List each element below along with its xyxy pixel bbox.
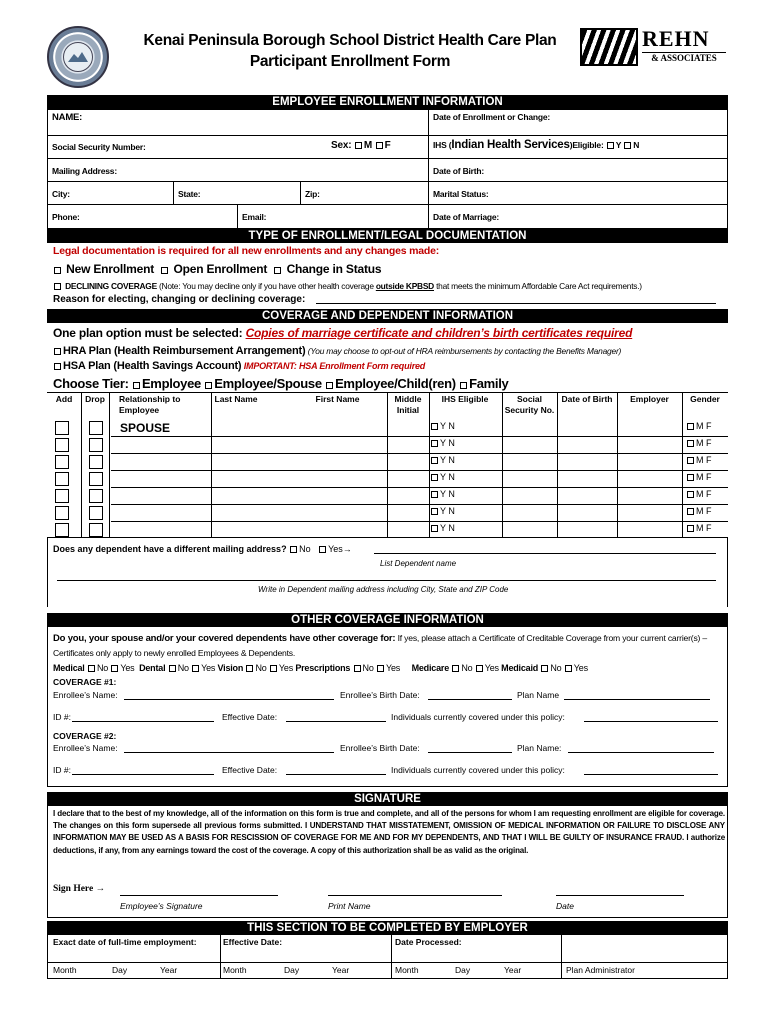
rehn-logo	[580, 26, 728, 68]
gender-option[interactable]	[686, 455, 712, 465]
tier-employee-label: Employee	[141, 376, 201, 391]
employee-section-header: EMPLOYEE ENROLLMENT INFORMATION	[47, 95, 728, 109]
print-name-input[interactable]	[328, 895, 502, 896]
col-first-name: First Name	[315, 394, 360, 404]
medical-no: No	[96, 663, 109, 673]
medicare-yes-checkbox[interactable]	[476, 665, 483, 672]
dob-label: Date of Birth:	[433, 166, 485, 176]
ihs-option[interactable]	[430, 506, 455, 516]
effective-month: Month	[223, 965, 247, 975]
gender-option[interactable]	[686, 472, 712, 482]
row-divider	[111, 521, 728, 522]
change-status-checkbox[interactable]	[274, 267, 281, 274]
one-plan-label: One plan option must be selected:	[53, 326, 243, 340]
c2-enrollee-name-label: Enrollee’s Name:	[53, 743, 118, 753]
prescriptions-no-checkbox[interactable]	[354, 665, 361, 672]
tier-family-checkbox[interactable]	[460, 382, 467, 389]
email-field[interactable]	[237, 204, 429, 229]
drop-checkbox[interactable]	[89, 523, 103, 537]
city-label: City:	[52, 189, 70, 199]
dental-yes-checkbox[interactable]	[192, 665, 199, 672]
type-medicaid: Medicaid	[501, 663, 539, 673]
ihs-option-text: Y N	[440, 438, 455, 448]
c1-enrollee-birth-label: Enrollee’s Birth Date:	[340, 690, 420, 700]
employer-section-header: THIS SECTION TO BE COMPLETED BY EMPLOYER	[47, 921, 728, 935]
state-label: State:	[178, 189, 201, 199]
add-checkbox[interactable]	[55, 489, 69, 503]
title-line-1: Kenai Peninsula Borough School District Health Care Plan	[143, 32, 557, 49]
c1-effective-label: Effective Date:	[222, 712, 278, 722]
processed-month: Month	[395, 965, 419, 975]
gender-m-checkbox[interactable]	[687, 474, 694, 481]
copies-note: Copies of marriage certificate and children’s birth certificates required	[245, 326, 633, 340]
sex-m-label: M	[363, 140, 373, 151]
gender-option[interactable]	[686, 506, 712, 516]
add-checkbox[interactable]	[55, 438, 69, 452]
ihs-yes-checkbox[interactable]	[607, 142, 614, 149]
ihs-option-text: Y N	[440, 506, 455, 516]
add-checkbox[interactable]	[55, 472, 69, 486]
ihs-option[interactable]	[430, 489, 455, 499]
gender-option-text: M F	[696, 523, 712, 533]
drop-checkbox[interactable]	[89, 421, 103, 435]
drop-checkbox[interactable]	[89, 472, 103, 486]
declining-outside: outside KPBSD	[375, 281, 434, 291]
c1-id-input[interactable]	[72, 721, 214, 722]
reason-label: Reason for electing, changing or declining coverage:	[53, 294, 306, 305]
sex-f-label: F	[384, 140, 391, 151]
ihs-name: Indian Health Services	[451, 139, 570, 151]
sex-f-checkbox[interactable]	[376, 142, 383, 149]
rehn-logo-sub: & ASSOCIATES	[642, 52, 726, 63]
vision-yes: Yes	[278, 663, 293, 673]
gender-option[interactable]	[686, 421, 712, 431]
col-middle-initial: Middle Initial	[394, 394, 422, 415]
effective-date-label: Effective Date:	[223, 937, 283, 947]
employee-signature-input[interactable]	[120, 895, 278, 896]
medicare-no-checkbox[interactable]	[452, 665, 459, 672]
prescriptions-yes: Yes	[385, 663, 401, 673]
add-checkbox[interactable]	[55, 421, 69, 435]
medicare-no: No	[461, 663, 473, 673]
gender-m-checkbox[interactable]	[687, 508, 694, 515]
gender-option-text: M F	[696, 506, 712, 516]
marriage-label: Date of Marriage:	[433, 212, 500, 222]
col-drop: Drop	[85, 394, 105, 404]
add-checkbox[interactable]	[55, 523, 69, 537]
type-dental: Dental	[139, 663, 166, 673]
col-ihs-eligible: IHS Eligible	[441, 394, 489, 404]
different-address-no: No	[299, 544, 311, 554]
other-question-note: If yes, please attach a Certificate of Creditable Coverage from your current carrier(s) – Certificates only apply to newly enrolled Employees & Dependents.	[53, 633, 707, 658]
exact-month: Month	[53, 965, 77, 975]
c2-effective-label: Effective Date:	[222, 765, 278, 775]
open-enrollment-label: Open Enrollment	[173, 262, 268, 276]
enrollment-date-label: Date of Enrollment or Change:	[433, 112, 550, 122]
ihs-no-checkbox[interactable]	[624, 142, 631, 149]
ihs-y-checkbox[interactable]	[431, 508, 438, 515]
ihs-no-label: N	[633, 140, 640, 150]
employee-signature-caption: Employee’s Signature	[120, 901, 203, 911]
ihs-y-checkbox[interactable]	[431, 491, 438, 498]
ihs-y-checkbox[interactable]	[431, 457, 438, 464]
zip-field[interactable]	[300, 181, 429, 205]
ihs-yes-label: Y	[615, 140, 622, 150]
c2-id-label: ID #:	[53, 765, 71, 775]
gender-m-checkbox[interactable]	[687, 457, 694, 464]
c1-enrollee-name-input[interactable]	[124, 699, 334, 700]
ihs-y-checkbox[interactable]	[431, 474, 438, 481]
gender-option[interactable]	[686, 438, 712, 448]
ihs-option-text: Y N	[440, 489, 455, 499]
date-processed-label: Date Processed:	[395, 937, 462, 947]
title-line-2: Participant Enrollment Form	[249, 53, 451, 70]
ihs-option-text: Y N	[440, 455, 455, 465]
gender-option[interactable]	[686, 523, 712, 533]
ihs-eligible-field	[428, 135, 728, 159]
signature-date-caption: Date	[556, 901, 574, 911]
declining-row	[53, 281, 642, 291]
plan-option-row	[53, 326, 632, 340]
col-employer: Employer	[630, 394, 669, 404]
ihs-option-text: Y N	[440, 472, 455, 482]
medicaid-no: No	[550, 663, 562, 673]
list-dependent-caption: List Dependent name	[380, 559, 457, 568]
drop-checkbox[interactable]	[89, 438, 103, 452]
c2-id-input[interactable]	[72, 774, 214, 775]
declining-rest: that meets the minimum Affordable Care Act requirements.)	[436, 281, 642, 291]
c1-enrollee-birth-input[interactable]	[428, 699, 512, 700]
c2-plan-name-input[interactable]	[568, 752, 714, 753]
c1-plan-name-input[interactable]	[564, 699, 710, 700]
col-last-name: Last Name	[214, 394, 258, 404]
phone-field[interactable]	[47, 204, 238, 229]
ihs-prefix: IHS (	[433, 140, 452, 150]
ihs-y-checkbox[interactable]	[431, 423, 438, 430]
mailing-address-field[interactable]	[47, 158, 429, 182]
new-enrollment-checkbox[interactable]	[54, 267, 61, 274]
type-medicare: Medicare	[411, 663, 449, 673]
enrollment-options	[53, 262, 381, 276]
sign-here-label: Sign Here	[53, 884, 94, 894]
row-divider	[111, 487, 728, 488]
tier-employee-checkbox[interactable]	[133, 382, 140, 389]
tier-row	[53, 376, 508, 391]
exact-date-label: Exact date of full-time employment:	[53, 937, 197, 947]
rehn-logo-name: REHN	[642, 26, 710, 51]
vision-yes-checkbox[interactable]	[270, 665, 277, 672]
arrow-right-icon: →	[342, 544, 352, 554]
hra-label: HRA Plan (Health Reimbursement Arrangement)	[63, 345, 306, 357]
hsa-note: IMPORTANT: HSA Enrollment Form required	[243, 361, 426, 371]
email-label: Email:	[242, 212, 267, 222]
district-seal	[47, 26, 109, 88]
processed-year: Year	[504, 965, 522, 975]
enrollment-date-field[interactable]	[428, 109, 728, 136]
plan-admin-label: Plan Administrator	[566, 965, 635, 975]
coverage1-title: COVERAGE #1:	[53, 677, 117, 687]
signature-date-input[interactable]	[556, 895, 684, 896]
c2-individuals-label: Individuals currently covered under this policy:	[391, 765, 565, 775]
arrow-right-icon: →	[95, 884, 106, 894]
medical-yes: Yes	[120, 663, 135, 673]
tier-family-label: Family	[469, 376, 509, 391]
hsa-label: HSA Plan (Health Savings Account)	[63, 360, 242, 372]
effective-year: Year	[332, 965, 350, 975]
c1-plan-name-label: Plan Name	[517, 690, 560, 700]
prescriptions-yes-checkbox[interactable]	[377, 665, 384, 672]
add-checkbox[interactable]	[55, 455, 69, 469]
type-medical: Medical	[53, 663, 85, 673]
row-divider	[111, 470, 728, 471]
zip-label: Zip:	[305, 189, 320, 199]
processed-day: Day	[455, 965, 471, 975]
signature-header: SIGNATURE	[47, 792, 728, 806]
hra-note: (You may choose to opt-out of HRA reimbursements by contacting the Benefits Manager)	[307, 346, 622, 356]
medicaid-yes: Yes	[573, 663, 588, 673]
col-ssn: Social Security No.	[504, 394, 555, 415]
row-divider	[111, 436, 728, 437]
gender-option-text: M F	[696, 421, 712, 431]
ssn-field[interactable]	[47, 135, 429, 159]
hsa-checkbox[interactable]	[54, 363, 61, 370]
c1-individuals-input[interactable]	[584, 721, 718, 722]
marital-label: Marital Status:	[433, 189, 489, 199]
tier-spouse-label: Employee/Spouse	[214, 376, 322, 391]
coverage-types-row	[53, 663, 588, 673]
tier-spouse-checkbox[interactable]	[205, 382, 212, 389]
tier-label: Choose Tier:	[53, 376, 129, 391]
hsa-row	[53, 360, 425, 372]
form-title	[120, 30, 580, 72]
sign-here-row	[53, 884, 105, 894]
c1-individuals-label: Individuals currently covered under this policy:	[391, 712, 565, 722]
state-field[interactable]	[173, 181, 301, 205]
name-field[interactable]	[47, 109, 429, 136]
sex-m-checkbox[interactable]	[355, 142, 362, 149]
add-checkbox[interactable]	[55, 506, 69, 520]
c2-plan-name-label: Plan Name:	[517, 743, 562, 753]
medicaid-yes-checkbox[interactable]	[565, 665, 572, 672]
vision-no-checkbox[interactable]	[246, 665, 253, 672]
city-field[interactable]	[47, 181, 174, 205]
c2-enrollee-birth-input[interactable]	[428, 752, 512, 753]
vision-no: No	[255, 663, 267, 673]
gender-m-checkbox[interactable]	[687, 525, 694, 532]
declaration-text: I declare that to the best of my knowledge, all of the information on this form is true and complete, and all of the persons for whom I am requesting enrollment are eligible for coverage. The changes on this form supersede all previous forms submitted. I UNDERSTAND THAT MISSTATEMENT, OMISSION OF MEDICAL INFORMATION OR FAILURE TO DISCLOSE ANY INFORMATION MAY BE USED AS A BASIS FOR RESCISSION OF COVERAGE FOR ME AND FOR MY DEPENDENTS, AND THAT I WILL BE GUILTY OF INSURANCE FRAUD. I authorize deductions, if any, from any earnings toward the cost of the coverage. A copy of this authorization shall be as valid as the original.	[53, 809, 725, 855]
effective-day: Day	[284, 965, 300, 975]
change-status-label: Change in Status	[286, 262, 382, 276]
type-vision: Vision	[217, 663, 244, 673]
reason-input[interactable]	[316, 303, 716, 304]
drop-checkbox[interactable]	[89, 455, 103, 469]
ihs-option[interactable]	[430, 455, 455, 465]
c1-effective-input[interactable]	[286, 721, 386, 722]
name-label: NAME:	[52, 112, 83, 123]
col-add: Add	[55, 394, 73, 404]
open-enrollment-checkbox[interactable]	[161, 267, 168, 274]
exact-year: Year	[160, 965, 178, 975]
ihs-option-text: Y N	[440, 523, 455, 533]
medical-yes-checkbox[interactable]	[111, 665, 118, 672]
exact-day: Day	[112, 965, 128, 975]
marital-status-field[interactable]	[428, 181, 728, 205]
drop-checkbox[interactable]	[89, 489, 103, 503]
medicaid-no-checkbox[interactable]	[541, 665, 548, 672]
coverage2-title: COVERAGE #2:	[53, 731, 117, 741]
ihs-option[interactable]	[430, 523, 455, 533]
date-of-birth-field[interactable]	[428, 158, 728, 182]
marriage-date-field[interactable]	[428, 204, 728, 229]
gender-option-text: M F	[696, 472, 712, 482]
declining-checkbox[interactable]	[54, 283, 61, 290]
sex-group	[331, 140, 391, 151]
medical-no-checkbox[interactable]	[88, 665, 95, 672]
gender-m-checkbox[interactable]	[687, 423, 694, 430]
c2-individuals-input[interactable]	[584, 774, 718, 775]
print-name-caption: Print Name	[328, 901, 371, 911]
col-gender: Gender	[690, 394, 720, 404]
c1-id-label: ID #:	[53, 712, 71, 722]
rehn-logo-mark-icon	[580, 28, 638, 66]
write-address-caption: Write in Dependent mailing address including City, State and ZIP Code	[258, 585, 509, 594]
gender-m-checkbox[interactable]	[687, 491, 694, 498]
ihs-y-checkbox[interactable]	[431, 525, 438, 532]
spouse-label: SPOUSE	[120, 421, 171, 435]
c1-enrollee-name-label: Enrollee’s Name:	[53, 690, 118, 700]
ihs-y-checkbox[interactable]	[431, 440, 438, 447]
hra-row	[53, 345, 621, 357]
gender-option-text: M F	[696, 489, 712, 499]
different-address-label: Does any dependent have a different mailing address?	[53, 544, 287, 554]
c2-enrollee-name-input[interactable]	[124, 752, 334, 753]
gender-m-checkbox[interactable]	[687, 440, 694, 447]
c2-enrollee-birth-label: Enrollee’s Birth Date:	[340, 743, 420, 753]
dental-no: No	[177, 663, 189, 673]
type-prescriptions: Prescriptions	[295, 663, 351, 673]
other-coverage-question	[53, 631, 721, 661]
ssn-label: Social Security Number:	[52, 142, 146, 152]
different-address-yes: Yes	[328, 544, 343, 554]
gender-option-text: M F	[696, 438, 712, 448]
other-question-label: Do you, your spouse and/or your covered dependents have other coverage for:	[53, 633, 396, 644]
new-enrollment-label: New Enrollment	[66, 262, 155, 276]
enrollment-type-header: TYPE OF ENROLLMENT/LEGAL DOCUMENTATION	[47, 229, 728, 243]
dental-yes: Yes	[201, 663, 216, 673]
other-coverage-header: OTHER COVERAGE INFORMATION	[47, 613, 728, 627]
declining-label: DECLINING COVERAGE	[65, 281, 157, 291]
row-divider	[111, 504, 728, 505]
c2-effective-input[interactable]	[286, 774, 386, 775]
sex-label: Sex:	[331, 140, 352, 151]
ihs-option-text: Y N	[440, 421, 455, 431]
drop-checkbox[interactable]	[89, 506, 103, 520]
ihs-option[interactable]	[430, 438, 455, 448]
legal-note: Legal documentation is required for all new enrollments and any changes made:	[53, 245, 440, 257]
dental-no-checkbox[interactable]	[169, 665, 176, 672]
tier-children-label: Employee/Child(ren)	[335, 376, 456, 391]
phone-label: Phone:	[52, 212, 80, 222]
col-dob: Date of Birth	[561, 394, 613, 404]
hra-checkbox[interactable]	[54, 348, 61, 355]
ihs-option[interactable]	[430, 472, 455, 482]
col-relationship: Relationship to Employee	[119, 394, 181, 415]
medicare-yes: Yes	[484, 663, 499, 673]
coverage-section-header: COVERAGE AND DEPENDENT INFORMATION	[47, 309, 728, 323]
declining-note: (Note: You may decline only if you have other health coverage	[158, 281, 374, 291]
gender-option-text: M F	[696, 455, 712, 465]
ihs-suffix: )Eligible:	[569, 140, 604, 150]
mailing-address-label: Mailing Address:	[52, 166, 117, 176]
gender-option[interactable]	[686, 489, 712, 499]
prescriptions-no: No	[362, 663, 374, 673]
tier-children-checkbox[interactable]	[326, 382, 333, 389]
row-divider	[111, 453, 728, 454]
ihs-option[interactable]	[430, 421, 455, 431]
